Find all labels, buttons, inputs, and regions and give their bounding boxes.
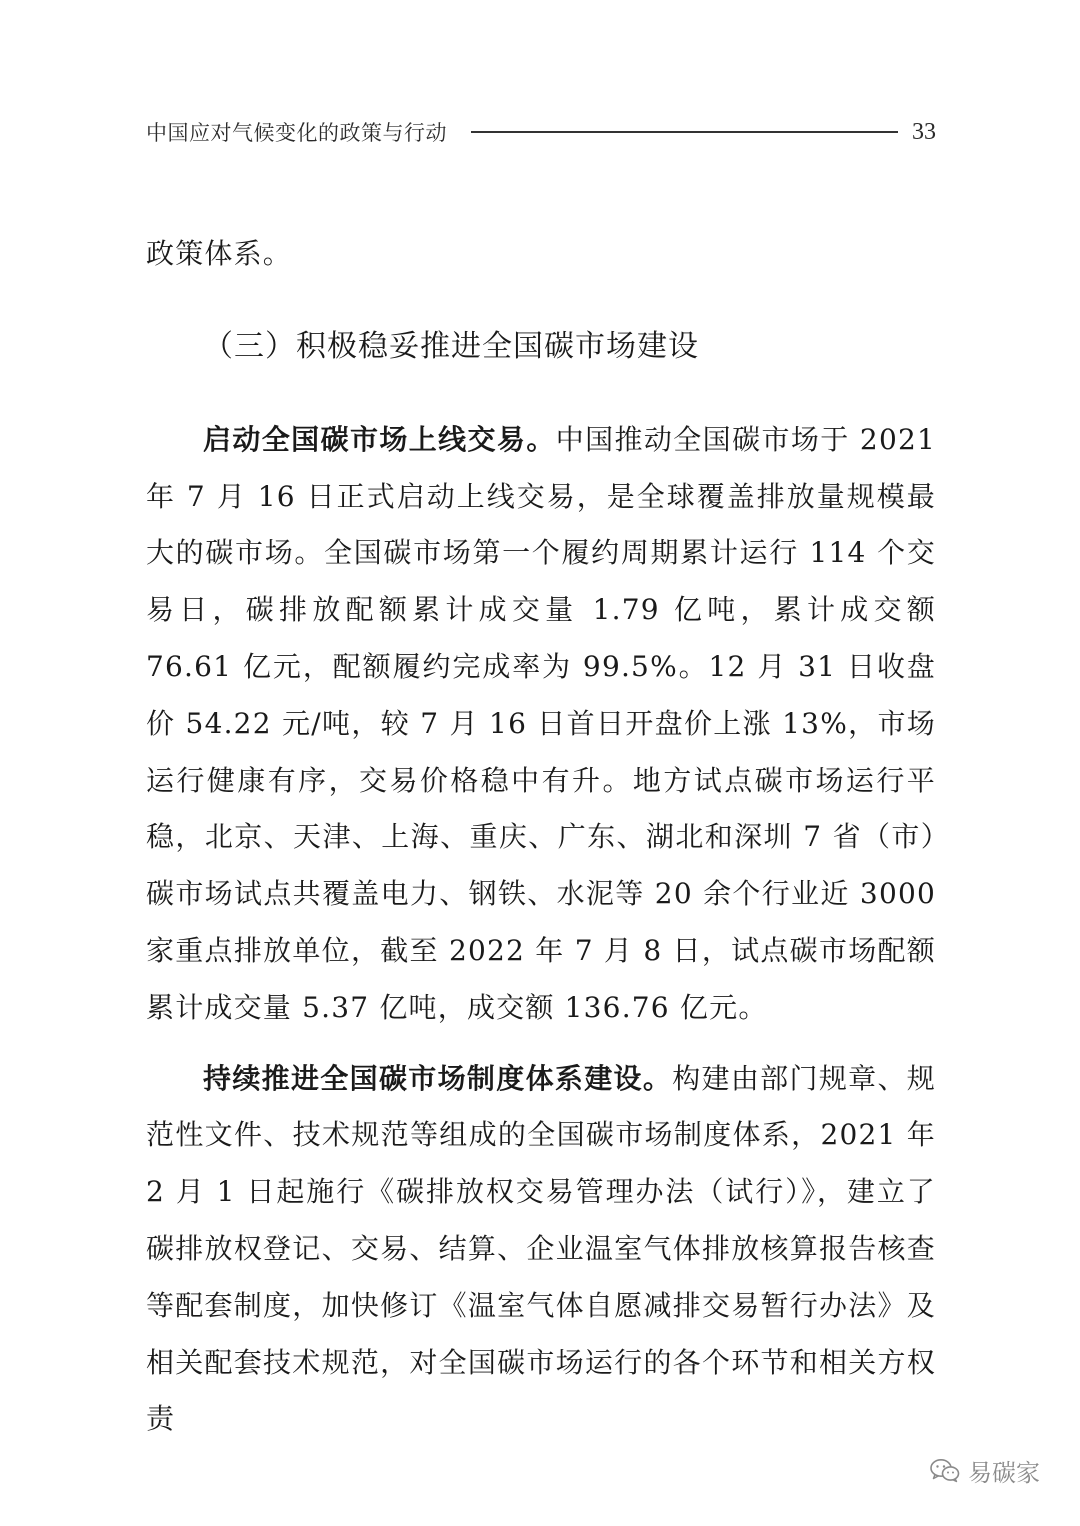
- paragraph-body: 构建由部门规章、规范性文件、技术规范等组成的全国碳市场制度体系，2021 年 2 月 1 日起施行《碳排放权交易管理办法（试行）》，建立了碳排放权登记、交易、结算、企业温室气体排放核算报告核查等配套制度，加快修订《温室气体自愿减排交易暂行办法》及相关配套技术规范，对全国碳市场运行的各个环节和相关方权责: [146, 1061, 936, 1436]
- wechat-icon: [930, 1458, 960, 1484]
- paragraph-lead: 启动全国碳市场上线交易。: [203, 422, 556, 456]
- header-title: 中国应对气候变化的政策与行动: [146, 121, 447, 145]
- paragraph-lead: 持续推进全国碳市场制度体系建设。: [203, 1061, 673, 1095]
- header-rule: [471, 131, 898, 133]
- watermark-text: 易碳家: [968, 1459, 1040, 1487]
- page-content: [146, 226, 936, 1448]
- page-number: 33: [912, 118, 936, 145]
- paragraph-launch-trading: [146, 412, 936, 1037]
- watermark: [930, 1453, 1040, 1488]
- paragraph-body: 中国推动全国碳市场于 2021 年 7 月 16 日正式启动上线交易，是全球覆盖排放量规模最大的碳市场。全国碳市场第一个履约周期累计运行 114 个交易日，碳排放配额累计成交量 1.79 亿吨，累计成交额 76.61 亿元，配额履约完成率为 99.5%。12 月 31 日收盘价 54.22 元/吨，较 7 月 16 日首日开盘价上涨 13%，市场运行健康有序，交易价格稳中有升。地方试点碳市场运行平稳，北京、天津、上海、重庆、广东、湖北和深圳 7 省（市）碳市场试点共覆盖电力、钢铁、水泥等 20 余个行业近 3000 家重点排放单位，截至 2022 年 7 月 8 日，试点碳市场配额累计成交量 5.37 亿吨，成交额 136.76 亿元。: [146, 422, 936, 1024]
- section-heading: （三）积极稳妥推进全国碳市场建设: [203, 328, 699, 364]
- paragraph-institutional-system: [146, 1051, 936, 1449]
- continuation-text: 政策体系。: [146, 237, 293, 270]
- running-header: [146, 112, 936, 152]
